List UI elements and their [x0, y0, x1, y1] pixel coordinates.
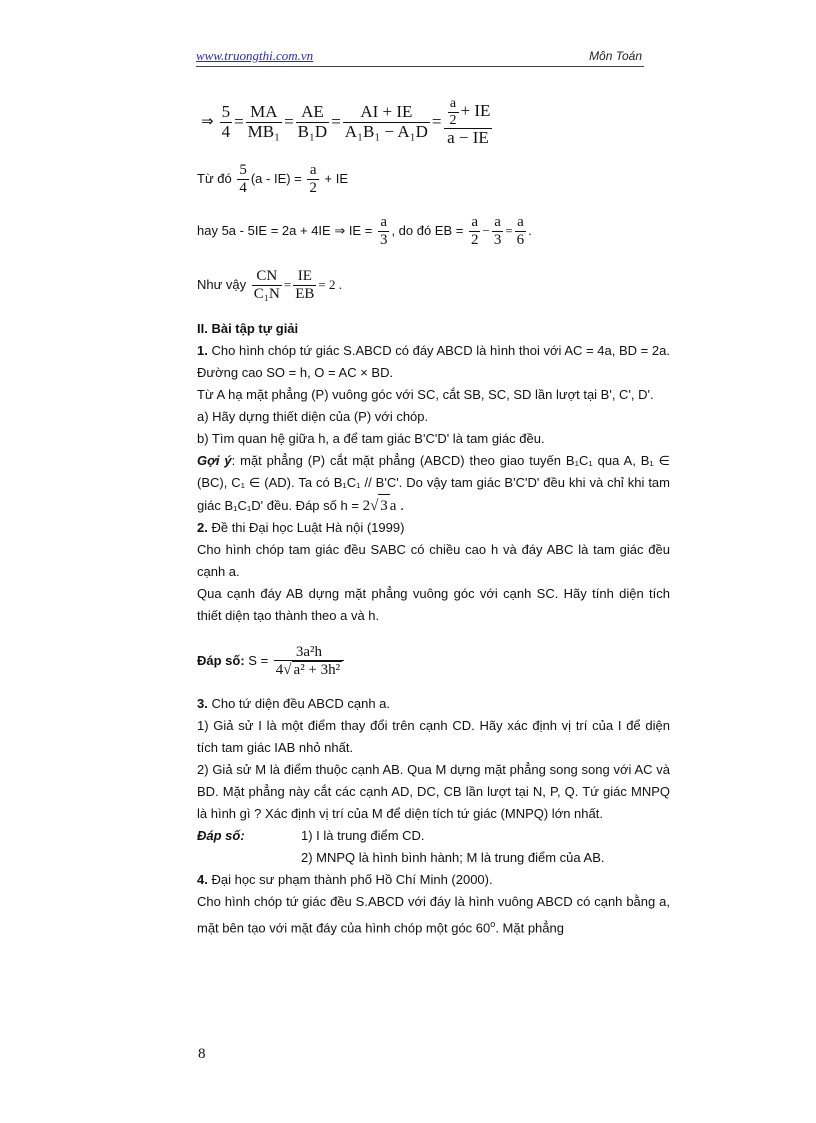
- problem-4-line: Cho hình chóp tứ giác đều S.ABCD với đáy là hình vuông ABCD có cạnh bằng a, mặt bên tạo với mặt đáy của hình chóp một góc 60$^o$. Mặt phẳng: [197, 894, 670, 936]
- problem-3-title: 3. Cho tứ diện đều ABCD cạnh a.: [197, 696, 391, 711]
- problem-1-statement: 1. Cho hình chóp tứ giác S.ABCD có đáy ABCD là hình thoi với AC = 4a, BD = 2a. Đường cao SO = h, O = AC × BD.: [197, 343, 670, 380]
- problem-1-part-b: b) Tìm quan hệ giữa h, a để tam giác B'C'D' là tam giác đều.: [197, 431, 545, 446]
- header-url-link[interactable]: www.truongthi.com.vn: [196, 48, 314, 63]
- implies-symbol: ⇒: [201, 114, 214, 130]
- fraction: $\frac{CN}{\text{C₁N}}$: [253, 268, 280, 302]
- problem-3-answer-1: Đáp số: 1) I là trung điểm CD.: [197, 828, 425, 843]
- problem-2-line: Qua cạnh đáy AB dựng mặt phẳng vuông góc với cạnh SC. Hãy tính diện tích thiết diện tạo thành theo a và h.: [197, 586, 670, 623]
- page-number: 8: [198, 1046, 206, 1062]
- fraction: $\frac{a}{3}$: [379, 214, 388, 248]
- fraction: $\frac{a}{2}$ + IE a − IE: [444, 96, 493, 147]
- page-content: [197, 94, 670, 939]
- problem-4-title: 4. Đại học sư phạm thành phố Hồ Chí Minh (2000).: [197, 872, 493, 887]
- equation-solve-ie: hay 5a - 5IE = 2a + 4IE ⇒ IE = $\frac{a}{3}$ , do đó EB = $\frac{a}{2}$ − $\frac{a}{3}$ = $\frac{a}{6}$ .: [197, 214, 532, 248]
- fraction: $\frac{5}{4}$: [221, 101, 231, 141]
- fraction: $\frac{IE}{EB}$: [295, 268, 315, 302]
- fraction: $\frac{a}{6}$: [516, 214, 525, 248]
- fraction: $\frac{a}{2}$: [309, 162, 317, 196]
- problem-2-answer: Đáp số: S = $\frac{\text{3a²h}}{\text{4√ a² + 3h²}}$: [197, 629, 670, 693]
- problem-3-answer-2: 2) MNPQ là hình bình hành; M là trung điểm của AB.: [301, 850, 605, 865]
- section-title: II. Bài tập tự giải: [197, 321, 299, 336]
- problem-2-title: 2. Đề thi Đại học Luật Hà nội (1999): [197, 520, 405, 535]
- fraction: $\frac{MA}{\text{MB₁}}$: [247, 101, 281, 141]
- equation-ratio-result: Như vậy $\frac{CN}{\text{C₁N}}$ = $\frac{IE}{EB}$ = 2 .: [197, 268, 342, 302]
- page-header: [196, 48, 644, 67]
- problem-2-line: Cho hình chóp tam giác đều SABC có chiều cao h và đáy ABC là tam giác đều cạnh a.: [197, 542, 670, 579]
- fraction: $\frac{5}{4}$: [239, 162, 247, 196]
- header-subject: Môn Toán: [589, 49, 642, 63]
- equation-from-that: Từ đó $\frac{5}{4}$ (a - IE) = $\frac{a}{2}$ + IE: [197, 162, 349, 196]
- fraction: $\frac{AE}{\text{B₁D}}$: [297, 101, 328, 141]
- problem-1-line: Từ A hạ mặt phẳng (P) vuông góc với SC, cắt SB, SC, SD lần lượt tại B', C', D'.: [197, 387, 654, 402]
- fraction: $\frac{\text{3a²h}}{\text{4√ a² + 3h²}}$: [274, 644, 344, 679]
- problem-1-hint: Gợi ý: mặt phẳng (P) cắt mặt phẳng (ABCD) theo giao tuyến B₁C₁ qua A, B₁ ∈ (BC), C₁ ∈ (AD). Ta có B₁C₁ // B'C'. Do vậy tam giác B'C'D' đều khi và chỉ khi tam giác B₁C₁D' đều. Đáp số h = 2√ 3 a .: [197, 450, 670, 517]
- fraction: $\frac{a}{3}$: [493, 214, 502, 248]
- problem-3-part-2: 2) Giả sử M là điểm thuộc cạnh AB. Qua M dựng mặt phẳng song song với AC và BD. Mặt phẳng này cắt các cạnh AD, DC, CB lần lượt tại N, P, Q. Tứ giác MNPQ là hình gì ? Xác định vị trí của M để diện tích tứ giác (MNPQ) lớn nhất.: [197, 762, 670, 821]
- fraction: $\frac{AI + IE}{\text{A₁B₁ − A₁D}}$: [344, 101, 428, 141]
- equation-ratio-chain: ⇒ $\frac{5}{4}$ = $\frac{MA}{\text{MB₁}}$ = $\frac{AE}{\text{B₁D}}$ = $\frac{AI + IE}{\text{A₁B₁ − A₁D}}$ = $\frac{a}{2}$ + IE a − IE: [201, 96, 491, 148]
- problem-3-part-1: 1) Giả sử I là một điểm thay đổi trên cạnh CD. Hãy xác định vị trí của I để diện tích tam giác IAB nhỏ nhất.: [197, 718, 670, 755]
- problem-1-part-a: a) Hãy dựng thiết diện của (P) với chóp.: [197, 409, 429, 424]
- fraction: $\frac{a}{2}$: [470, 214, 479, 248]
